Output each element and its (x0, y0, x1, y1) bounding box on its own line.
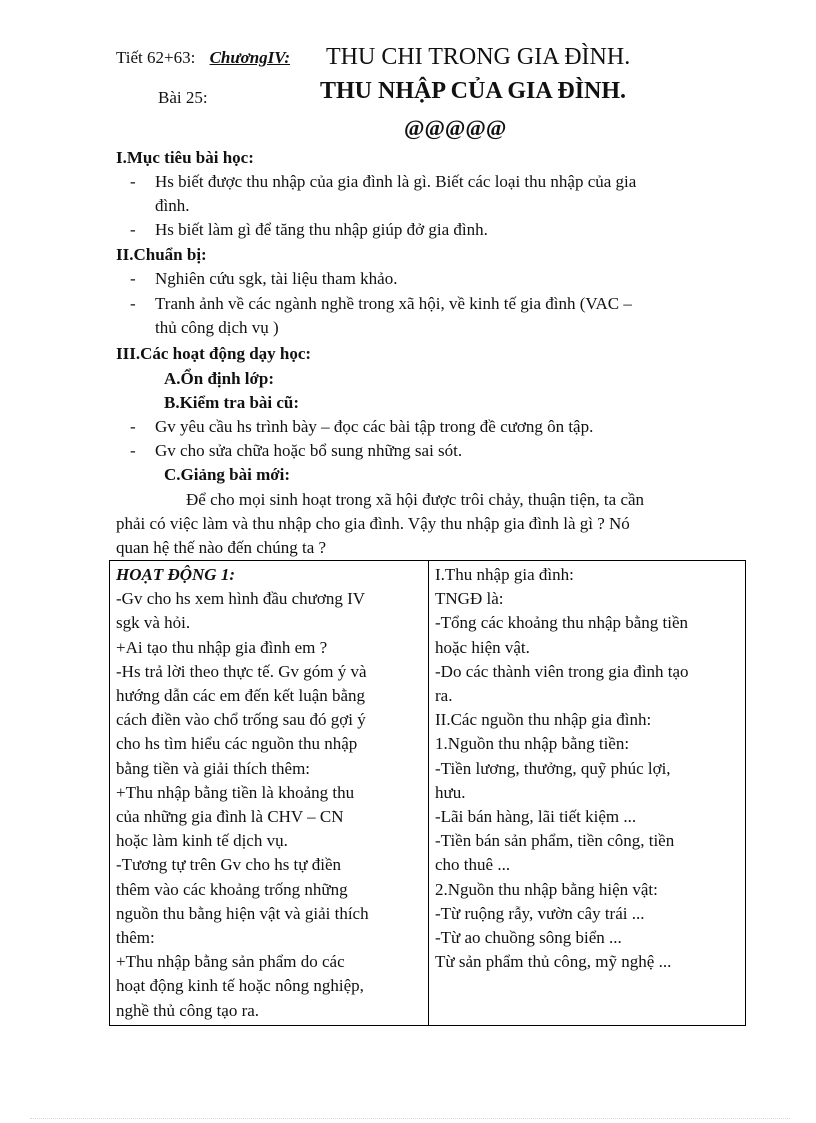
section-3-title: Các hoạt động dạy học: (140, 344, 312, 363)
cell-line: I.Thu nhập gia đình: (435, 565, 574, 584)
bullet-marker: - (130, 417, 136, 436)
lesson-number (116, 46, 290, 70)
lesson-content-cell (429, 561, 746, 1026)
lesson-number-text: Tiết 62+63: (116, 48, 196, 67)
cell-line: cho thuê ... (435, 855, 511, 875)
intro-paragraph-line: phải có việc làm và thu nhập cho gia đình. Vậy thu nhập gia đình là gì ? Nó (116, 514, 630, 533)
bullet-marker: - (130, 172, 136, 191)
section-2-number: II. (116, 245, 134, 264)
subsection-c-title: C.Giảng bài mới: (164, 465, 291, 484)
cell-line: thêm: (116, 928, 155, 948)
cell-line: -Hs trả lời theo thực tế. Gv góm ý và (116, 661, 367, 681)
cell-line: -Gv cho hs xem hình đầu chương IV (116, 589, 366, 609)
cell-line: cho hs tìm hiểu các nguồn thu nhập (116, 734, 358, 754)
list-item-continued: thủ công dịch vụ ) (155, 318, 279, 337)
activity-heading: HOẠT ĐỘNG 1: (116, 565, 235, 584)
cell-line: -Tiền bán sản phẩm, tiền công, tiền (435, 831, 675, 851)
cell-line: hoặc làm kinh tế dịch vụ. (116, 831, 288, 851)
cell-line: -Từ ruộng rẫy, vườn cây trái ... (435, 903, 645, 923)
cell-line: -Từ ao chuồng sông biển ... (435, 928, 622, 948)
lesson-label: Bài 25: (158, 88, 208, 107)
bullet-marker: - (130, 269, 136, 288)
cell-line: nghề thủ công tạo ra. (116, 1000, 260, 1020)
intro-paragraph-line: Để cho mọi sinh hoạt trong xã hội được trôi chảy, thuận tiện, ta cần (186, 490, 645, 509)
cell-line: của những gia đình là CHV – CN (116, 807, 344, 827)
cell-line: 1.Nguồn thu nhập bằng tiền: (435, 734, 630, 754)
list-item: Gv yêu cầu hs trình bày – đọc các bài tập trong đề cương ôn tập. (155, 417, 594, 436)
cell-line: bằng tiền và giải thích thêm: (116, 758, 311, 778)
cell-line: hoạt động kinh tế hoặc nông nghiệp, (116, 976, 364, 996)
section-2-title: Chuẩn bị: (133, 245, 207, 264)
cell-line: +Ai tạo thu nhập gia đình em ? (116, 637, 328, 657)
page-bottom-divider (30, 1118, 790, 1119)
cell-line: cách điền vào chổ trống sau đó gợi ý (116, 710, 366, 730)
table-row (110, 561, 746, 1026)
cell-line: hưu. (435, 782, 466, 802)
section-3-number: III. (116, 344, 141, 363)
subsection-a-title: A.Ổn định lớp: (164, 369, 275, 388)
cell-line: -Tổng các khoảng thu nhập bằng tiền (435, 613, 689, 633)
intro-paragraph-line: quan hệ thế nào đến chúng ta ? (116, 538, 327, 557)
list-item: Tranh ảnh về các ngành nghề trong xã hội, về kinh tế gia đình (VAC – (155, 294, 632, 313)
lesson-title: THU NHẬP CỦA GIA ĐÌNH. (320, 78, 627, 104)
chapter-title: THU CHI TRONG GIA ĐÌNH. (326, 44, 631, 70)
cell-line: +Thu nhập bằng tiền là khoảng thu (116, 782, 355, 802)
cell-line: ra. (435, 686, 453, 706)
cell-line: hướng dẫn các em đến kết luận bằng (116, 686, 366, 706)
bullet-marker: - (130, 220, 136, 239)
cell-line: thêm vào các khoảng trống những (116, 879, 348, 899)
section-1-heading (116, 146, 254, 170)
cell-line: hoặc hiện vật. (435, 637, 530, 657)
list-item-continued: đình. (155, 196, 190, 215)
cell-line: nguồn thu bằng hiện vật và giải thích (116, 903, 369, 923)
list-item: Nghiên cứu sgk, tài liệu tham khảo. (155, 269, 398, 288)
section-1-title: Mục tiêu bài học: (126, 148, 254, 167)
teacher-activity-cell (110, 561, 429, 1026)
list-item: Hs biết được thu nhập của gia đình là gì. Biết các loại thu nhập của gia (155, 172, 637, 191)
section-2-heading (116, 243, 207, 267)
cell-line: -Tương tự trên Gv cho hs tự điền (116, 855, 342, 875)
cell-line: II.Các nguồn thu nhập gia đình: (435, 710, 652, 730)
cell-line: Từ sản phẩm thủ công, mỹ nghệ ... (435, 952, 672, 972)
cell-line: -Tiền lương, thưởng, quỹ phúc lợi, (435, 758, 671, 778)
ornament: @@@@@ (404, 115, 507, 140)
cell-line: TNGĐ là: (435, 589, 504, 609)
bullet-marker: - (130, 441, 136, 460)
list-item: Gv cho sửa chữa hoặc bổ sung những sai sót. (155, 441, 463, 460)
bullet-marker: - (130, 294, 136, 313)
section-1-number: I. (116, 148, 127, 167)
cell-line: +Thu nhập bằng sản phẩm do các (116, 952, 345, 972)
chapter-label: ChươngIV: (209, 48, 291, 67)
subsection-b-title: B.Kiểm tra bài cũ: (164, 393, 300, 412)
activity-table (109, 560, 746, 1026)
cell-line: 2.Nguồn thu nhập bằng hiện vật: (435, 879, 658, 899)
cell-line: -Do các thành viên trong gia đình tạo (435, 661, 689, 681)
cell-line: -Lãi bán hàng, lãi tiết kiệm ... (435, 807, 637, 827)
section-3-heading (116, 342, 311, 366)
cell-line: sgk và hỏi. (116, 613, 191, 633)
list-item: Hs biết làm gì để tăng thu nhập giúp đở gia đình. (155, 220, 488, 239)
